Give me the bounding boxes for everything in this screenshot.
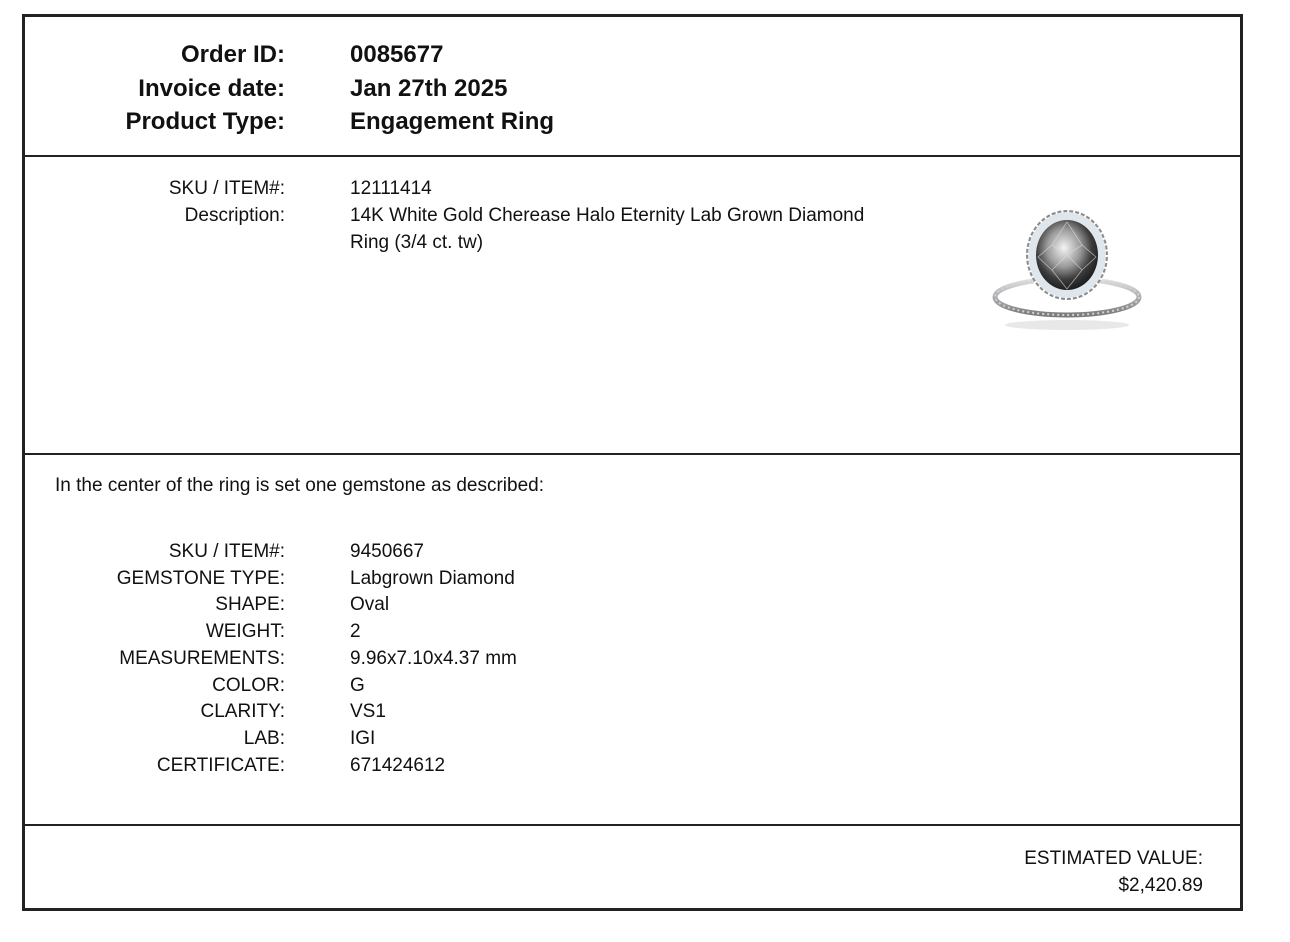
clarity-value: VS1	[350, 701, 386, 722]
estimated-value-label: ESTIMATED VALUE:	[1024, 848, 1203, 869]
weight-label: WEIGHT:	[205, 621, 285, 642]
gem-sku-label: SKU / ITEM#:	[168, 541, 285, 562]
weight-value: 2	[350, 621, 361, 642]
measurements-label: MEASUREMENTS:	[119, 648, 285, 669]
measurements-value: 9.96x7.10x4.37 mm	[350, 648, 517, 669]
gemstone-intro: In the center of the ring is set one gemstone as described:	[55, 475, 545, 496]
shape-label: SHAPE:	[215, 594, 285, 615]
certificate-label: CERTIFICATE:	[156, 755, 285, 776]
divider	[25, 453, 1240, 455]
gemstone-type-label: GEMSTONE TYPE:	[116, 568, 285, 589]
lab-value: IGI	[350, 728, 376, 749]
certificate-value: 671424612	[350, 755, 446, 776]
invoice-date-value: Jan 27th 2025	[350, 75, 508, 102]
color-label: COLOR:	[212, 675, 285, 696]
item-sku-value: 12111414	[350, 178, 432, 199]
estimated-value-block	[1024, 845, 1203, 899]
estimated-value-amount: $2,420.89	[1118, 875, 1203, 896]
invoice-date-label: Invoice date:	[138, 75, 285, 102]
invoice-document	[22, 14, 1243, 911]
clarity-label: CLARITY:	[200, 701, 285, 722]
order-id-value: 0085677	[350, 41, 444, 68]
shape-value: Oval	[350, 594, 390, 615]
order-id-label: Order ID:	[180, 41, 285, 68]
ring-product-image	[982, 205, 1152, 335]
divider	[25, 824, 1240, 826]
item-sku-label: SKU / ITEM#:	[168, 178, 285, 199]
color-value: G	[350, 675, 365, 696]
product-type-value: Engagement Ring	[350, 108, 555, 135]
gemstone-type-value: Labgrown Diamond	[350, 568, 515, 589]
item-description-value: 14K White Gold Cherease Halo Eternity Lab Grown Diamond Ring (3/4 ct. tw)	[350, 205, 865, 253]
divider	[25, 155, 1240, 157]
product-type-label: Product Type:	[125, 108, 285, 135]
gem-sku-value: 9450667	[350, 541, 424, 562]
item-description-label: Description:	[184, 205, 285, 226]
lab-label: LAB:	[243, 728, 285, 749]
